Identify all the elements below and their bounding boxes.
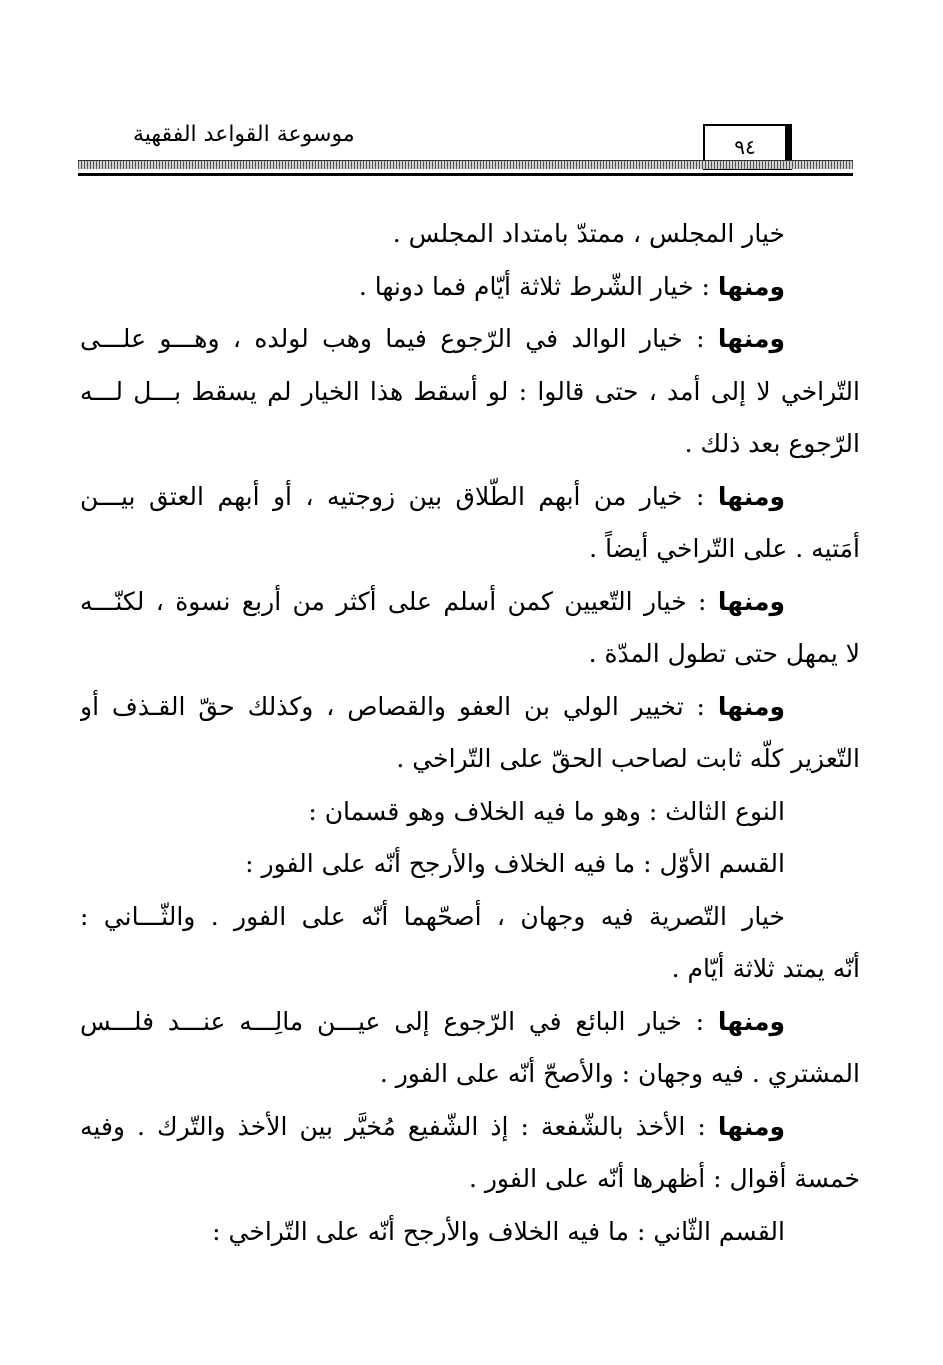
line-text: الرّجوع بعد ذلك . bbox=[684, 429, 860, 458]
book-title: موسوعة القواعد الفقهية bbox=[133, 122, 355, 147]
header-solid-rule bbox=[78, 173, 853, 176]
line-text: أمَتيه . على التّراخي أيضاً . bbox=[589, 534, 860, 563]
text-line bbox=[80, 891, 860, 944]
page-header bbox=[78, 118, 853, 183]
line-text: خمسة أقوال : أظهرها أنّه على الفور . bbox=[468, 1164, 860, 1193]
keyword: ومنها bbox=[717, 691, 785, 721]
text-line bbox=[80, 366, 860, 419]
line-text: القسم الثّاني : ما فيه الخلاف والأرجح أنّه على التّراخي : bbox=[212, 1216, 785, 1246]
text-line bbox=[80, 261, 860, 314]
text-line bbox=[80, 943, 860, 996]
text-line bbox=[80, 1153, 860, 1206]
line-text: : خيار التّعيين كمن أسلم على أكثر من أربع نسوة ، لكنّـــه bbox=[80, 586, 718, 616]
keyword: ومنها bbox=[717, 1111, 785, 1141]
line-text: النوع الثالث : وهو ما فيه الخلاف وهو قسمان : bbox=[308, 796, 785, 826]
keyword: ومنها bbox=[717, 586, 785, 616]
text-line bbox=[80, 1048, 860, 1101]
text-line bbox=[80, 313, 860, 366]
line-text: : الأخذ بالشّفعة : إذ الشّفيع مُخيَّر بين الأخذ والتّرك . وفيه bbox=[80, 1111, 718, 1141]
keyword: ومنها bbox=[717, 1006, 785, 1036]
line-text: : تخيير الولي بن العفو والقصاص ، وكذلك حقّ القـذف أو bbox=[80, 691, 718, 721]
line-text: المشتري . فيه وجهان : والأصحّ أنّه على الفور . bbox=[379, 1059, 860, 1088]
line-text: خيار التّصرية فيه وجهان ، أصحّهما أنّه على الفور . والثّـــاني : bbox=[80, 901, 785, 931]
line-text: لا يمهل حتى تطول المدّة . bbox=[588, 639, 860, 668]
line-text: أنّه يمتد ثلاثة أيّام . bbox=[671, 954, 860, 983]
keyword: ومنها bbox=[717, 271, 785, 301]
text-line bbox=[80, 996, 860, 1049]
text-line bbox=[80, 786, 860, 839]
line-text: : خيار البائع في الرّجوع إلى عيـــن مالِـــه عنـــد فلـــس bbox=[80, 1006, 718, 1036]
page-body bbox=[80, 208, 860, 1258]
text-line bbox=[80, 523, 860, 576]
text-line bbox=[80, 471, 860, 524]
text-line bbox=[80, 418, 860, 471]
line-text: التّراخي لا إلى أمد ، حتى قالوا : لو أسقط هذا الخيار لم يسقط بـــل لـــه bbox=[80, 376, 860, 406]
line-text: التّعزير كلّه ثابت لصاحب الحقّ على التّراخي . bbox=[396, 744, 860, 773]
text-line bbox=[80, 1206, 860, 1259]
text-line bbox=[80, 628, 860, 681]
text-line bbox=[80, 576, 860, 629]
line-text: : خيار الوالد في الرّجوع فيما وهب لولده ، وهـــو علـــى bbox=[80, 324, 718, 353]
line-text: : خيار من أبهم الطّلاق بين زوجتيه ، أو أبهم العتق بيـــن bbox=[80, 481, 718, 511]
text-line bbox=[80, 681, 860, 734]
text-line bbox=[80, 1101, 860, 1154]
text-line bbox=[80, 208, 860, 261]
line-text: : خيار الشّرط ثلاثة أيّام فما دونها . bbox=[358, 271, 718, 301]
keyword: ومنها bbox=[717, 324, 785, 353]
text-line bbox=[80, 838, 860, 891]
line-text: القسم الأوّل : ما فيه الخلاف والأرجح أنّه على الفور : bbox=[245, 849, 785, 878]
header-pattern-rule bbox=[78, 160, 853, 169]
text-line bbox=[80, 733, 860, 786]
keyword: ومنها bbox=[717, 481, 785, 511]
line-text: خيار المجلس ، ممتدّ بامتداد المجلس . bbox=[392, 219, 785, 248]
page-number: ٩٤ bbox=[734, 135, 756, 159]
